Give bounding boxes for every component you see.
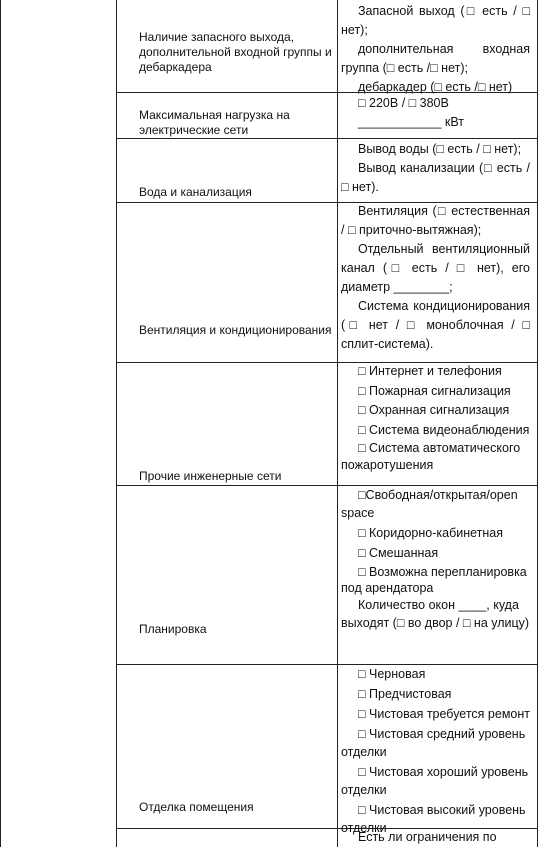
row-description [341, 486, 530, 632]
row-label [122, 469, 332, 484]
row-label [122, 185, 332, 200]
table-row-water [117, 138, 538, 202]
desc-line: □ Смешанная [358, 546, 439, 560]
row-description [341, 665, 530, 837]
desc-line: □ Коридорно-кабинетная [358, 526, 504, 540]
desc-line: ____________ кВт [358, 115, 465, 129]
table-row-layout [117, 485, 538, 664]
label-text: Вентиляция и кондиционирования [139, 323, 332, 337]
desc-line: □ Черновая [358, 667, 426, 681]
desc-line: Вывод канализации (□ есть / □ нет). [341, 161, 530, 194]
table-row-ventilation [117, 202, 538, 362]
row-label [122, 622, 332, 637]
table-row-electric-load [117, 92, 538, 138]
label-text: Вода и канализация [139, 185, 252, 199]
desc-line: Отдельный вентиляционный канал (□ есть / □ нет), его диаметр ________; [341, 242, 530, 294]
row-label [122, 800, 332, 815]
label-text: Максимальная нагрузка на электрические сети [139, 108, 290, 137]
desc-line: □ Чистовая требуется ремонт [358, 707, 530, 721]
table-border-left [0, 0, 1, 847]
row-description [341, 828, 530, 846]
desc-line: Система кондиционирования (□ нет / □ моноблочная / □ сплит-система). [341, 299, 530, 351]
desc-line: □ Охранная сигнализация [358, 403, 510, 417]
desc-line: Вентиляция (□ естественная / □ приточно-вытяжная); [341, 204, 530, 237]
table-row-restrictions [117, 828, 538, 847]
label-text: Наличие запасного выхода, дополнительной входной группы и дебаркадера [139, 30, 332, 74]
row-description [341, 94, 530, 132]
row-label [122, 108, 332, 138]
desc-line: □ Чистовая средний уровень отделки [341, 727, 526, 759]
desc-line: □ Пожарная сигнализация [358, 383, 511, 398]
desc-line: Есть ли ограничения по [358, 830, 497, 844]
desc-line: □ Система видеонаблюдения [358, 422, 530, 437]
desc-line: Вывод воды (□ есть / □ нет); [358, 142, 522, 156]
desc-line: Запасной выход (□ есть / □ нет); [341, 4, 530, 37]
row-description [341, 202, 530, 354]
desc-line: □Свободная/открытая/open space [341, 488, 518, 520]
table-row-other-networks [117, 362, 538, 485]
row-description [341, 140, 530, 197]
label-text: Планировка [139, 622, 207, 636]
desc-line: дебаркадер (□ есть /□ нет) [358, 80, 513, 94]
row-label [122, 30, 332, 75]
row-description [341, 362, 530, 474]
row-label [122, 323, 332, 338]
desc-line: Количество окон ____, куда выходят (□ во двор / □ на улицу) [341, 598, 530, 630]
label-text: Отделка помещения [139, 800, 254, 814]
desc-line: □ Возможна перепланировка под арендатора [341, 565, 527, 595]
desc-line: □ Предчистовая [358, 687, 452, 701]
desc-line: □ Интернет и телефония [358, 364, 502, 378]
desc-line: дополнительная входная группа (□ есть /□ нет); [341, 42, 530, 75]
desc-line: □ Система автоматического пожаротушения [341, 441, 521, 472]
label-text: Прочие инженерные сети [139, 469, 282, 483]
table-row-emergency-exit [117, 0, 538, 92]
desc-line: □ Чистовая хороший уровень отделки [341, 765, 529, 797]
desc-line: □ Чистовая высокий уровень отделки [341, 803, 526, 835]
table-row-finishing [117, 664, 538, 835]
desc-line: □ 220В / □ 380В [358, 96, 449, 110]
row-description [341, 2, 530, 97]
